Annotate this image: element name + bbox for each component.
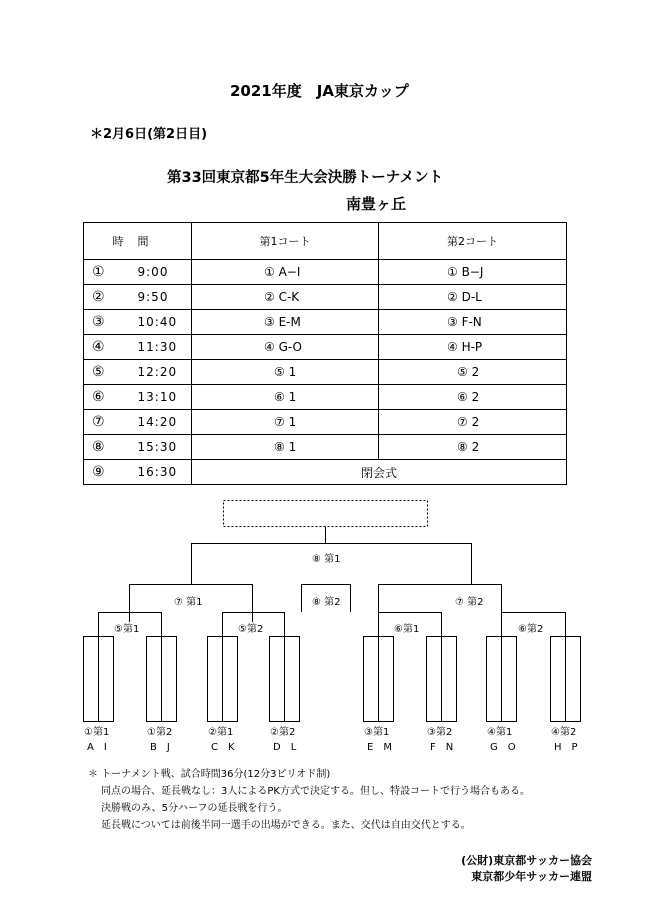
note-line: 決勝戦のみ、5分ハーフの延長戦を行う。 — [101, 803, 288, 814]
r1-match-label: ②第1 — [208, 727, 234, 738]
court2-match: ② D-L — [379, 285, 567, 310]
champion-box — [224, 501, 428, 527]
r1-match-label: ④第2 — [551, 727, 577, 738]
r1-match-label: ③第2 — [427, 727, 453, 738]
slot-number: ③ — [84, 310, 120, 335]
third-place-label: ⑧ 第2 — [312, 597, 341, 608]
slot-number: ④ — [84, 335, 120, 360]
court1-match: ① A−I — [192, 260, 379, 285]
slot-number: ⑧ — [84, 435, 120, 460]
organizer-block — [461, 852, 592, 884]
closing-ceremony: 閉会式 — [192, 460, 567, 485]
court1-match: ⑥ 1 — [192, 385, 379, 410]
r1-match-label: ①第2 — [147, 727, 173, 738]
note-line: 延長戦については前後半同一選手の出場ができる。また、交代は自由交代とする。 — [101, 820, 471, 831]
venue-name: 南豊ヶ丘 — [346, 195, 407, 213]
r1-match-label: ①第1 — [84, 727, 110, 738]
court1-match: ③ E-M — [192, 310, 379, 335]
r1-teams: B J — [150, 742, 170, 753]
event-date: ＊2月6日(第2日目) — [90, 127, 208, 142]
r1-boxes — [84, 636, 581, 722]
qf-label: ⑥第1 — [394, 624, 420, 635]
court2-match: ④ H-P — [379, 335, 567, 360]
court1-match: ⑤ 1 — [192, 360, 379, 385]
organizer-line1: (公財)東京都サッカー協会 — [461, 854, 592, 867]
final-label: ⑧ 第1 — [312, 554, 341, 565]
rules-notes — [88, 766, 530, 834]
court1-match: ④ G-O — [192, 335, 379, 360]
header-court2: 第2コート — [379, 223, 567, 260]
organizer-line2: 東京都少年サッカー連盟 — [471, 870, 592, 883]
court2-match: ⑦ 2 — [379, 410, 567, 435]
document-title: 2021年度 JA東京カップ — [230, 82, 409, 100]
r1-teams: H P — [554, 742, 578, 753]
slot-number: ⑤ — [84, 360, 120, 385]
court2-match: ③ F-N — [379, 310, 567, 335]
court2-match: ⑧ 2 — [379, 435, 567, 460]
tournament-title: 第33回東京都5年生大会決勝トーナメント — [167, 170, 444, 186]
slot-number: ② — [84, 285, 120, 310]
slot-time: 9:00 — [120, 260, 192, 285]
slot-time: 12:20 — [120, 360, 192, 385]
note-line: ＊ トーナメント戦、試合時間36分(12分3ピリオド制) — [88, 769, 331, 780]
r1-teams: G O — [490, 742, 516, 753]
court2-match: ⑥ 2 — [379, 385, 567, 410]
r1-match-label: ③第1 — [364, 727, 390, 738]
semi-right-label: ⑦ 第2 — [455, 597, 484, 608]
court1-match: ⑧ 1 — [192, 435, 379, 460]
qf-label: ⑤第2 — [238, 624, 264, 635]
r1-match-label: ④第1 — [487, 727, 513, 738]
r1-teams: A I — [87, 742, 107, 753]
court1-match: ⑦ 1 — [192, 410, 379, 435]
court2-match: ① B−J — [379, 260, 567, 285]
court1-match: ② C-K — [192, 285, 379, 310]
slot-number: ⑨ — [84, 460, 120, 485]
slot-time: 13:10 — [120, 385, 192, 410]
r1-teams: D L — [273, 742, 297, 753]
r1-teams: C K — [211, 742, 235, 753]
slot-time: 11:30 — [120, 335, 192, 360]
slot-time: 16:30 — [120, 460, 192, 485]
slot-number: ⑦ — [84, 410, 120, 435]
slot-time: 9:50 — [120, 285, 192, 310]
qf-label: ⑥第2 — [518, 624, 544, 635]
slot-number: ① — [84, 260, 120, 285]
slot-time: 10:40 — [120, 310, 192, 335]
r1-teams: F N — [430, 742, 454, 753]
semi-left-label: ⑦ 第1 — [174, 597, 203, 608]
r1-teams: E M — [367, 742, 392, 753]
note-line: 同点の場合、延長戦なし：3人によるPK方式で決定する。但し、特設コートで行う場合もある。 — [101, 786, 530, 797]
slot-time: 14:20 — [120, 410, 192, 435]
court2-match: ⑤ 2 — [379, 360, 567, 385]
qf-label: ⑤第1 — [114, 624, 140, 635]
slot-number: ⑥ — [84, 385, 120, 410]
slot-time: 15:30 — [120, 435, 192, 460]
header-court1: 第1コート — [192, 223, 379, 260]
header-time: 時間 — [84, 223, 192, 260]
r1-match-label: ②第2 — [270, 727, 296, 738]
